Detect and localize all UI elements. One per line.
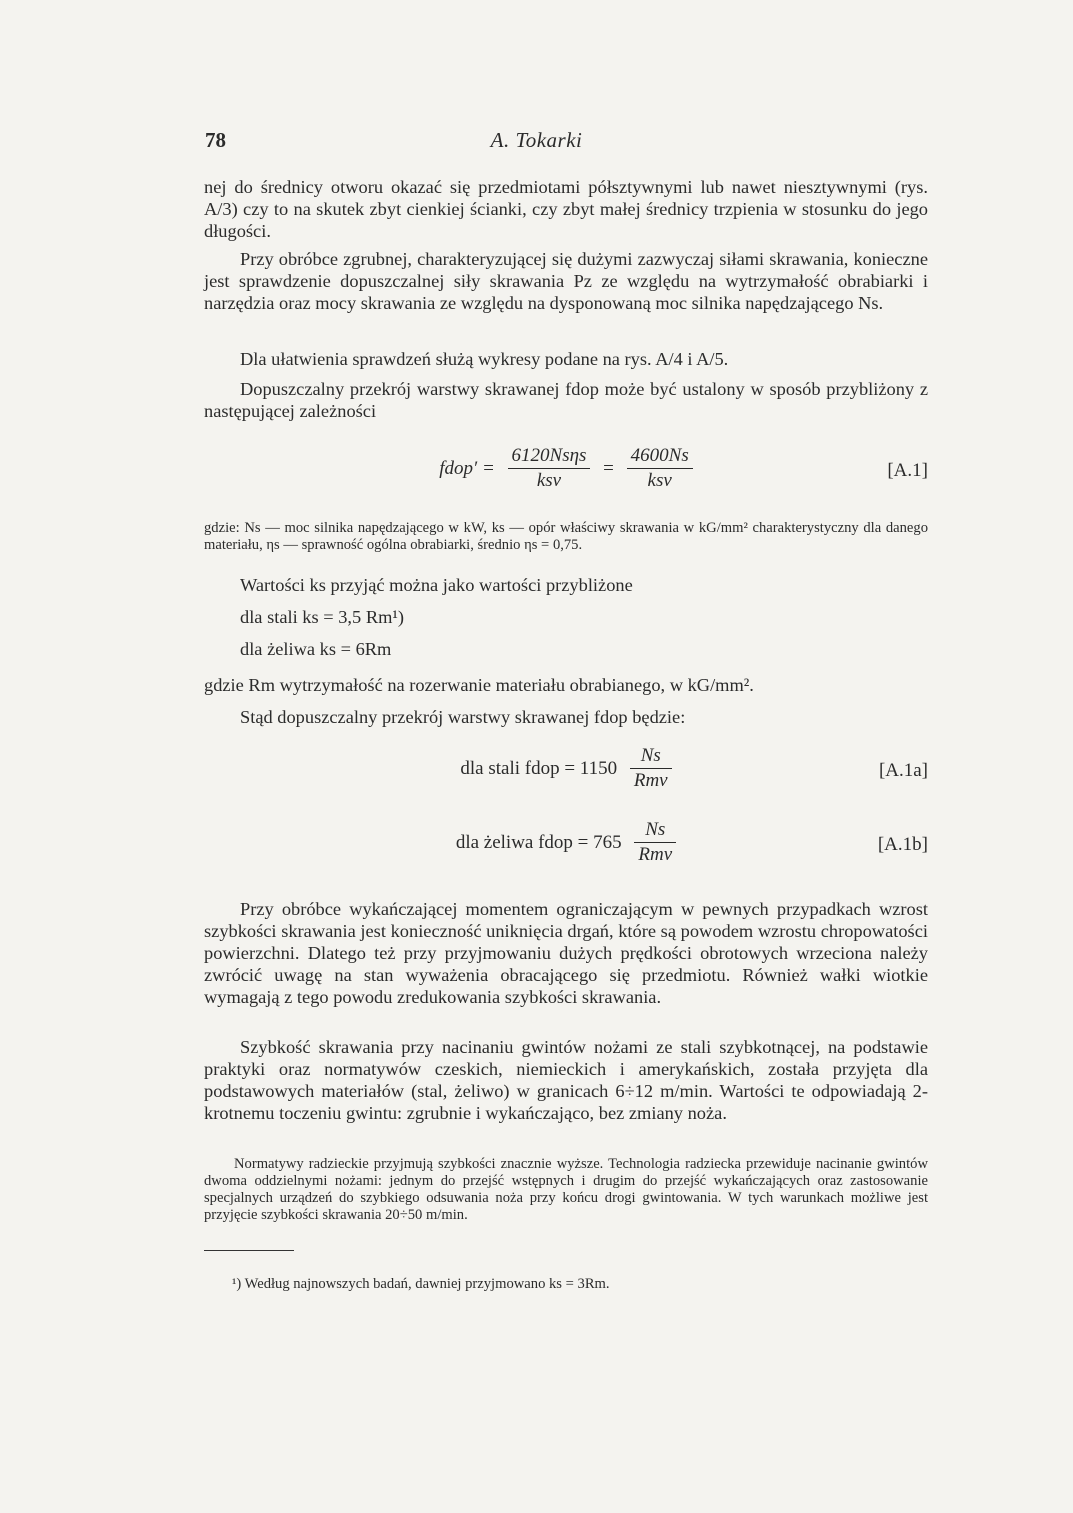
footnote-rule [204, 1250, 294, 1251]
page-number: 78 [205, 128, 226, 152]
paragraph-6-cast-iron: dla żeliwa ks = 6Rm [240, 639, 392, 659]
paragraph-7: gdzie Rm wytrzymałość na rozerwanie materiału obrabianego, w kG/mm². [204, 675, 754, 695]
equation-a1b-lhs: dla żeliwa fdop = 765 [455, 831, 622, 853]
equation-a1-fraction-2 [627, 444, 693, 493]
equation-a1a-lhs: dla stali fdop = 1150 [460, 757, 618, 779]
equation-a1a-fraction [630, 744, 672, 793]
equation-a1 [204, 444, 928, 504]
equation-a1-frac1-denominator: ksv [536, 470, 562, 491]
equation-a1-frac2-numerator: 4600Ns [627, 444, 693, 469]
equation-a1-lhs: fdop′ = [439, 457, 495, 479]
equation-a1b [204, 818, 928, 878]
equation-a1b-number: [A.1b] [877, 834, 928, 855]
paragraph-8: Stąd dopuszczalny przekrój warstwy skrawanej fdop będzie: [240, 707, 686, 727]
equation-a1a-number: [A.1a] [878, 760, 928, 781]
equation-a1a [204, 744, 928, 804]
paragraph-3: Dla ułatwienia sprawdzeń służą wykresy podane na rys. A/4 i A/5. [240, 349, 729, 369]
equation-a1a-denominator: Rmv [633, 770, 668, 791]
paragraph-2: Przy obróbce zgrubnej, charakteryzującej się dużymi zazwyczaj siłami skrawania, konieczne jest sprawdzenie dopuszczalnej siły skrawania Pz ze względu na wytrzymałość obrabiarki i narzędzia oraz mocy skrawania ze względu na dysponowaną moc silnika napędzającego Ns. [204, 249, 928, 313]
equation-a1b-numerator: Ns [634, 818, 676, 843]
equation-a1-frac2-denominator: ksv [647, 470, 672, 491]
equation-a1b-fraction [634, 818, 676, 867]
paragraph-1: nej do średnicy otworu okazać się przedmiotami półsztywnymi lub nawet niesztywnymi (rys. A/3) czy to na skutek zbyt cienkiej ścianki, czy zbyt małej średnicy trzpienia w stosunku do jego długości. [204, 177, 928, 241]
equation-a1-equals: = [603, 457, 614, 479]
paragraph-5-legend: gdzie: Ns — moc silnika napędzającego w kW, ks — opór właściwy skrawania w kG/mm² charakterystyczny dla danego materiału, ηs — sprawność ogólna obrabiarki, średnio ηs = 0,75. [204, 520, 928, 553]
equation-a1-number: [A.1] [887, 460, 928, 481]
equation-a1a-body [204, 744, 928, 793]
paragraph-9: Przy obróbce wykańczającej momentem ograniczającym w pewnych przypadkach wzrost szybkości skrawania jest konieczność uniknięcia drgań, które są powodem wzrostu chropowatości powierzchni. Dlatego też przy przyjmowaniu dużych prędkości obrotowych wrzeciona należy zwrócić uwagę na stan wyważenia obracającego się przedmiotu. Również wałki wiotkie wymagają z tego powodu zredukowania szybkości skrawania. [204, 899, 928, 1007]
running-head: A. Tokarki [490, 128, 583, 152]
equation-a1b-body [204, 818, 928, 867]
equation-a1a-numerator: Ns [630, 744, 672, 769]
paragraph-11-note: Normatywy radzieckie przyjmują szybkości znacznie wyższe. Technologia radziecka przewiduje nacinanie gwintów dwoma oddzielnymi nożami: jednym do przejść wstępnych i drugim do przejść wykańczających oraz zastosowanie specjalnych urządzeń do szybkiego odsuwania noża przy końcu drogi gwintowania. W tych warunkach możliwe jest przyjęcie szybkości skrawania 20÷50 m/min. [204, 1156, 928, 1223]
equation-a1-frac1-numerator: 6120Nsηs [508, 444, 591, 469]
equation-a1-fraction-1 [508, 444, 591, 493]
paragraph-6: Wartości ks przyjąć można jako wartości przybliżone [240, 575, 633, 595]
equation-a1-body [204, 444, 928, 493]
paragraph-10: Szybkość skrawania przy nacinaniu gwintów nożami ze stali szybkotnącej, na podstawie praktyki oraz normatywów czeskich, niemieckich i amerykańskich, została przyjęta dla podstawowych materiałów (stal, żeliwo) w granicach 6÷12 m/min. Wartości te odpowiadają 2-krotnemu toczeniu gwintu: zgrubnie i wykańczająco, bez zmiany noża. [204, 1037, 928, 1123]
equation-a1b-denominator: Rmv [638, 844, 673, 865]
paragraph-4: Dopuszczalny przekrój warstwy skrawanej fdop może być ustalony w sposób przybliżony z następującej zależności [204, 379, 928, 421]
footnote: ¹) Według najnowszych badań, dawniej przyjmowano ks = 3Rm. [232, 1276, 610, 1292]
page-header [0, 128, 1073, 156]
paragraph-6-steel: dla stali ks = 3,5 Rm¹) [240, 607, 405, 627]
